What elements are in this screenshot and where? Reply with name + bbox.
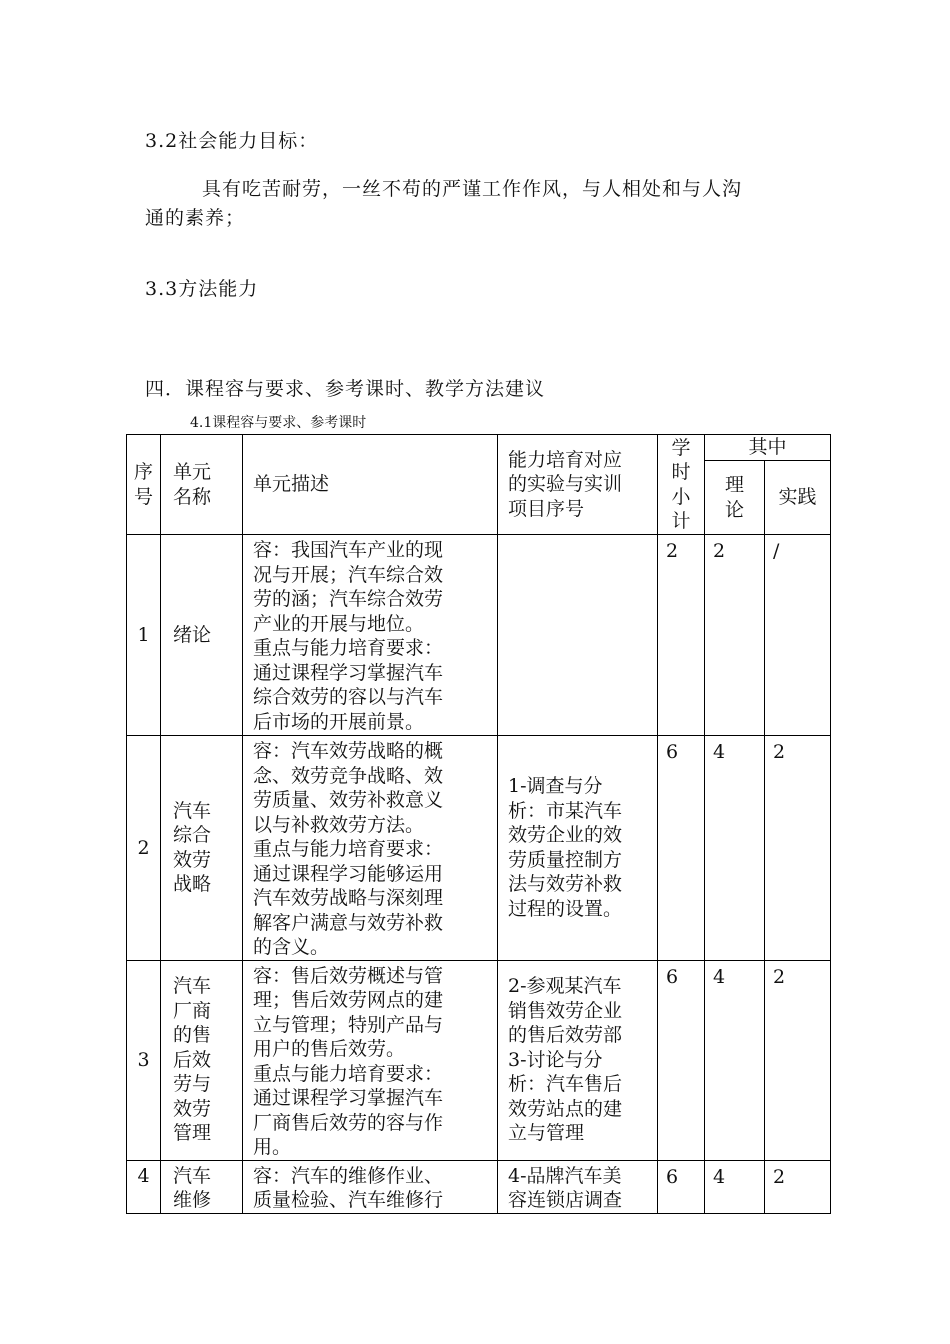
row-practice: 2	[765, 1160, 831, 1213]
row-lab-projects: 2-参观某汽车 销售效劳企业 的售后效劳部 3-讨论与分 析：汽车售后 效劳站点的建 立与管理	[498, 960, 658, 1160]
row-practice: 2	[765, 736, 831, 961]
table-row	[127, 1160, 831, 1213]
row-unit-description: 容：售后效劳概述与管 理；售后效劳网点的建 立与管理；特别产品与 用户的售后效劳。 重点与能力培育要求： 通过课程学习掌握汽车 厂商售后效劳的容与作 用。	[243, 960, 498, 1160]
row-index: 4	[127, 1160, 161, 1213]
section-3-2-heading: 3.2社会能力目标：	[145, 130, 319, 152]
section-3-3-heading: 3.3方法能力	[145, 278, 259, 300]
header-theory: 理 论	[705, 461, 765, 535]
row-index: 1	[127, 535, 161, 736]
section-4-1-caption: 4.1课程容与要求、参考课时	[190, 415, 367, 431]
row-hours: 2	[658, 535, 705, 736]
course-content-table	[126, 434, 831, 1214]
row-practice: /	[765, 535, 831, 736]
row-hours: 6	[658, 960, 705, 1160]
row-unit-description: 容：我国汽车产业的现 况与开展；汽车综合效 劳的涵；汽车综合效劳 产业的开展与地位。 重点与能力培育要求： 通过课程学习掌握汽车 综合效劳的容以与汽车 后市场的开展前景。	[243, 535, 498, 736]
header-practice: 实践	[765, 461, 831, 535]
row-unit-name: 汽车 厂商 的售 后效 劳与 效劳 管理	[161, 960, 243, 1160]
row-lab-projects: 1-调查与分 析：市某汽车 效劳企业的效 劳质量控制方 法与效劳补救 过程的设置。	[498, 736, 658, 961]
row-unit-description: 容：汽车的维修作业、 质量检验、汽车维修行	[243, 1160, 498, 1213]
row-unit-name: 汽车 综合 效劳 战略	[161, 736, 243, 961]
row-theory: 4	[705, 960, 765, 1160]
header-lab-projects: 能力培育对应 的实验与实训 项目序号	[498, 435, 658, 535]
header-hours-subtotal: 学 时 小 计	[658, 435, 705, 535]
row-practice: 2	[765, 960, 831, 1160]
row-lab-projects: 4-品牌汽车美 容连锁店调查	[498, 1160, 658, 1213]
row-lab-projects	[498, 535, 658, 736]
header-breakdown-group: 其中	[705, 435, 831, 461]
table-row	[127, 535, 831, 736]
row-hours: 6	[658, 736, 705, 961]
row-index: 3	[127, 960, 161, 1160]
row-index: 2	[127, 736, 161, 961]
section-3-2-body-line1: 具有吃苦耐劳，一丝不苟的严谨工作作风，与人相处和与人沟	[202, 178, 743, 200]
header-unit-name: 单元 名称	[161, 435, 243, 535]
header-index: 序 号	[127, 435, 161, 535]
row-unit-name: 绪论	[161, 535, 243, 736]
table-row	[127, 960, 831, 1160]
row-hours: 6	[658, 1160, 705, 1213]
table-row	[127, 736, 831, 961]
section-4-heading: 四．课程容与要求、参考课时、教学方法建议	[145, 378, 546, 400]
section-3-2-body-line2: 通的素养；	[145, 207, 246, 229]
row-theory: 2	[705, 535, 765, 736]
row-theory: 4	[705, 736, 765, 961]
header-unit-description: 单元描述	[243, 435, 498, 535]
row-unit-description: 容：汽车效劳战略的概 念、效劳竞争战略、效 劳质量、效劳补救意义 以与补救效劳方法。 重点与能力培育要求： 通过课程学习能够运用 汽车效劳战略与深刻理 解客户满意与效劳补救 的含义。	[243, 736, 498, 961]
row-unit-name: 汽车 维修	[161, 1160, 243, 1213]
row-theory: 4	[705, 1160, 765, 1213]
